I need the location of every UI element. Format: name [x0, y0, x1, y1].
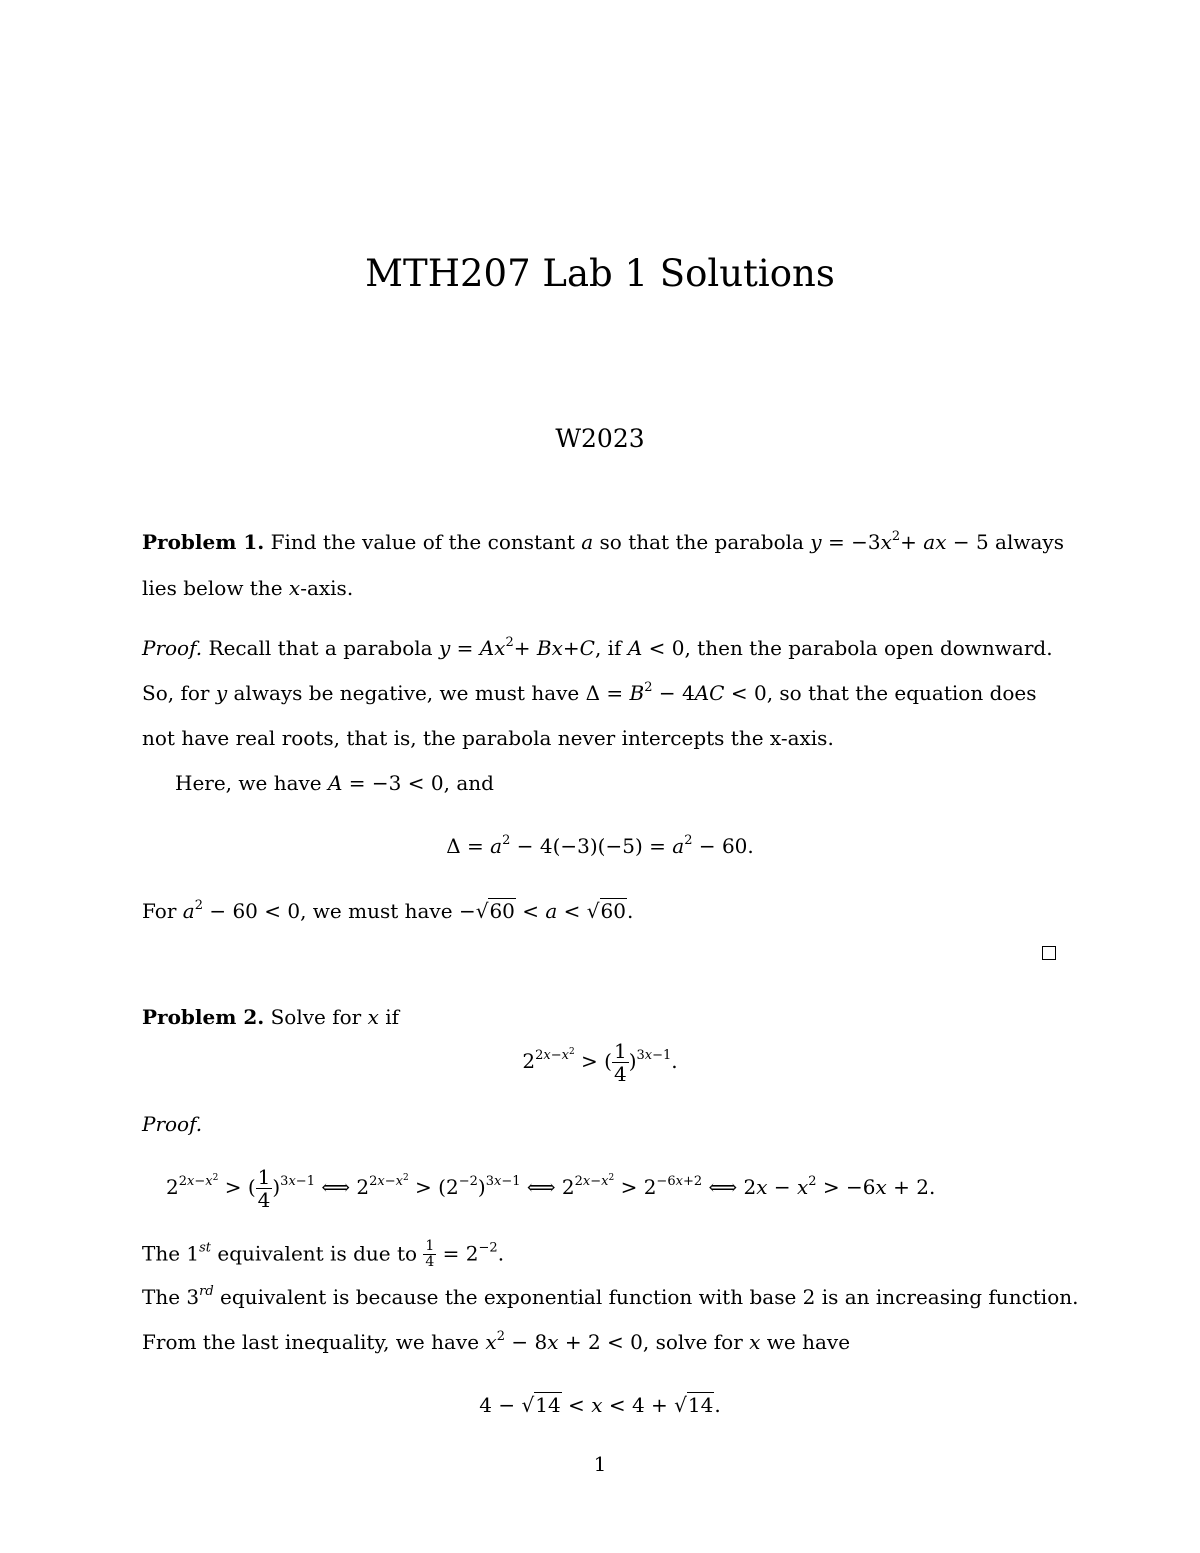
- term-label: W2023: [555, 424, 645, 453]
- problem2-solution: 4 − √14 < x < 4 + √14.: [479, 1393, 721, 1417]
- discriminant-equation: $\Delta = a^2 - 4(-3)(-5) = a^2 - 60$.: [446, 833, 754, 858]
- problem1-proof-line1: Proof. Recall that a parabola $y = Ax^2+ Bx+C$, if A < 0, then the parabola open downward.: [142, 635, 1053, 660]
- problem2-equivalence-chain: $2^{2x-x^2}$ > ( $\frac{1}{4}$ )$^{3x-1}$ ⟺ $2^{2x-x^2} > (2^{-2})^{3x-1}$ ⟺ $2^{2x-x^2} > 2^{-6x+2}$ ⟺ $2x - x^2 > -6x + 2$.: [166, 1165, 936, 1212]
- problem1-proof-line2: So, for y always be negative, we must have $\Delta = B^2 - 4AC < 0$, so that the equation does: [142, 680, 1037, 705]
- problem2-proof-label: Proof.: [142, 1112, 203, 1136]
- problem2-equiv3: The 3rd equivalent is because the exponential function with base 2 is an increasing function.: [142, 1284, 1079, 1309]
- qed-square-icon: [1042, 946, 1056, 960]
- problem1-proof-line4: Here, we have A = −3 < 0, and: [175, 771, 494, 795]
- problem1-proof-line3: not have real roots, that is, the parabola never intercepts the x-axis.: [142, 726, 834, 750]
- problem2-last-inequality: From the last inequality, we have $x^2 - 8x + 2 < 0$, solve for x we have: [142, 1329, 851, 1354]
- problem1-label: Problem 1.: [142, 530, 265, 554]
- problem1-conclusion: For $a^2 - 60 < 0$, we must have −√60 < a < √60.: [142, 898, 634, 923]
- problem2-equiv1: The 1st equivalent is due to $\frac{1}{4}$ = $2^{-2}$.: [142, 1238, 505, 1271]
- problem1-statement-line2: lies below the x-axis.: [142, 576, 354, 600]
- page-title: MTH207 Lab 1 Solutions: [365, 252, 835, 295]
- problem1-statement-line1: Problem 1. Find the value of the constant a so that the parabola $y = -3x^2+$ ax − 5 always: [142, 529, 1064, 554]
- problem2-statement: Problem 2. Solve for x if: [142, 1005, 400, 1029]
- problem2-label: Problem 2.: [142, 1005, 265, 1029]
- parabola-equation: $y = -3x^2+$ ax − 5: [810, 529, 989, 554]
- page-number: 1: [593, 1452, 607, 1476]
- problem2-inequality: $2^{2x-x^2}$ > ( $\frac{1}{4}$ )$^{3x-1}$.: [522, 1039, 678, 1086]
- proof-label: Proof.: [142, 636, 203, 660]
